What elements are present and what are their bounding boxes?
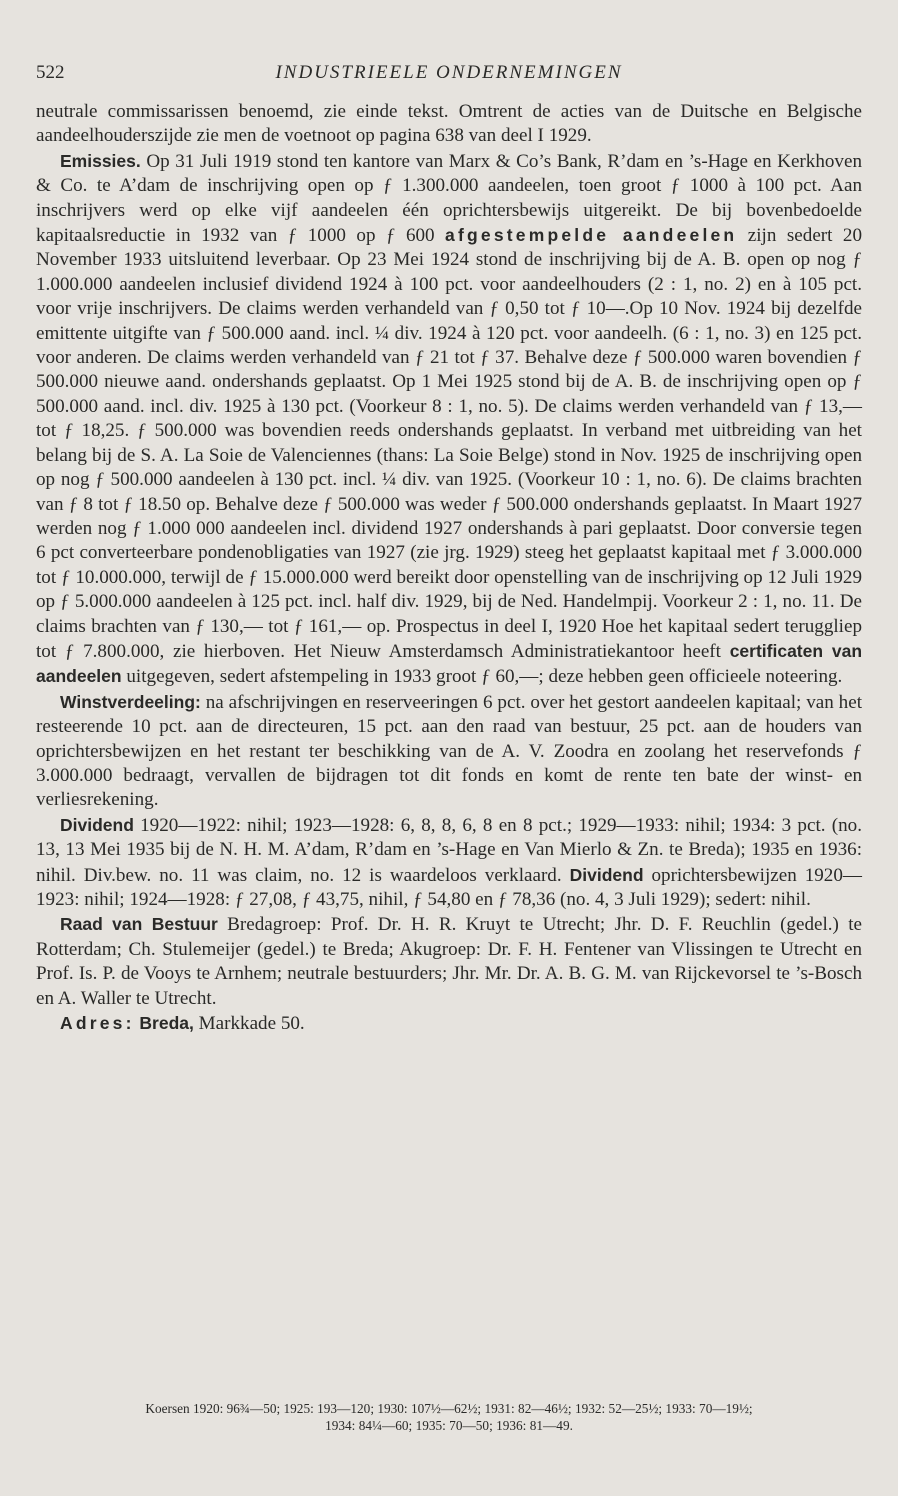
koersen-line-2: 1934: 84¼—60; 1935: 70—50; 1936: 81—49.: [325, 1418, 573, 1433]
afgestempelde-aandeelen-term: afgestempelde aandeelen: [445, 225, 738, 246]
emissies-paragraph: [36, 149, 862, 690]
emissies-text-3: uitgegeven, sedert afstempeling in 1933 groot ƒ 60,—; deze hebben geen officieele noteering.: [121, 666, 843, 688]
emissies-text-1: Op 31 Juli 1919 stond ten kantore van Marx & Co’s Bank, R’dam en ’s-Hage en Kerkhoven & Co. te A’dam de inschrijving open op ƒ 1.300.000 aandeelen, toen groot ƒ 1000 à 100 pct. Aan inschrijvers werd op elke vijf aandeelen één oprichtersbewijs uitgereikt. De bij bovenbedoelde kapitaalsreductie in 1932 van ƒ 1000 op ƒ 600: [36, 150, 862, 247]
raad-van-bestuur-heading: Raad van Bestuur: [60, 914, 218, 935]
koersen-line-1: Koersen 1920: 96¾—50; 1925: 193—120; 1930: 107½—62½; 1931: 82—46½; 1932: 52—25½; 1933: 70—19½;: [145, 1401, 753, 1416]
body-text: [36, 100, 862, 1036]
adres-street: Markkade 50.: [193, 1013, 305, 1035]
running-title: INDUSTRIEELE ONDERNEMINGEN: [275, 62, 623, 83]
dividend-heading: Dividend: [60, 814, 134, 835]
page-header: [36, 62, 862, 88]
winstverdeeling-heading: Winstverdeeling:: [60, 691, 201, 712]
page-number: 522: [36, 62, 65, 83]
emissies-heading: Emissies.: [60, 150, 141, 171]
winstverdeeling-paragraph: [36, 690, 862, 813]
intro-text: neutrale commissarissen benoemd, zie einde tekst. Omtrent de acties van de Duitsche en Belgische aandeelhouderszijde zie men de voetnoot op pagina 638 van deel I 1929.: [36, 101, 862, 147]
emissies-text-2: zijn sedert 20 November 1933 uitsluitend leverbaar. Op 23 Mei 1924 stond de inschrijving bij de A. B. open op nog ƒ 1.000.000 aandeelen inclusief dividend 1924 à 100 pct. voor aandeelhouders (2 : 1, no. 2) en à 105 pct. voor vrije inschrijvers. De claims werden verhandeld van ƒ 0,50 tot ƒ 10—.Op 10 Nov. 1924 bij dezelfde emittente uitgifte van ƒ 500.000 aand. incl. ¼ div. 1924 à 120 pct. voor aandeelh. (6 : 1, no. 3) en 125 pct. voor anderen. De claims werden verhandeld van ƒ 21 tot ƒ 37. Behalve deze ƒ 500.000 waren bovendien ƒ 500.000 nieuwe aand. ondershands geplaatst. Op 1 Mei 1925 stond bij de A. B. de inschrijving open op ƒ 500.000 aand. incl. div. 1925 à 130 pct. (Voorkeur 8 : 1, no. 5). De claims werden verhandeld van ƒ 13,— tot ƒ 18,25. ƒ 500.000 was bovendien reeds ondershands geplaatst. In verband met uitbreiding van het belang bij de S. A. La Soie de Valenciennes (thans: La Soie Belge) stond in Nov. 1925 de inschrijving open op nog ƒ 500.000 aandeelen à 130 pct. incl. ¼ div. van 1925. (Voorkeur 10 : 1, no. 6). De claims brachten van ƒ 8 tot ƒ 18.50 op. Behalve deze ƒ 500.000 was weder ƒ 500.000 ondershands geplaatst. In Maart 1927 werden nog ƒ 1.000 000 aandeelen incl. dividend 1927 ondershands à pari geplaatst. Door conversie tegen 6 pct converteerbare pondenobligaties van 1927 (zie jrg. 1929) steeg het geplaatst kapitaal met ƒ 3.000.000 tot ƒ 10.000.000, terwijl de ƒ 15.000.000 werd bereikt door openstelling van de inschrijving op 12 Juli 1929 op ƒ 5.000.000 aandeelen à 125 pct. incl. half div. 1929, bij de Ned. Handelmpij. Voorkeur 2 : 1, no. 11. De claims brachten van ƒ 130,— tot ƒ 161,— op. Prospectus in deel I, 1920 Hoe het kapitaal sedert teruggliep tot ƒ 7.800.000, zie hierboven. Het Nieuw Amsterdamsch Administratiekantoor heeft: [36, 225, 862, 662]
adres-heading: Adres:: [60, 1013, 135, 1034]
winstverdeeling-text: na afschrijvingen en reserveeringen 6 pct. over het gestort aandeelen kapitaal; van het resteerende 10 pct. aan de directeuren, 15 pct. aan den raad van bestuur, 25 pct. aan de houders van oprichtersbewijzen en het restant ter beschikking van de A. V. Zoodra en zoolang het reservefonds ƒ 3.000.000 bedraagt, vervallen de bijdragen tot dit fonds en komt de rente ten bate der winst- en verliesrekening.: [36, 691, 862, 811]
dividend-paragraph: [36, 813, 862, 913]
raad-van-bestuur-text: Bredagroep: Prof. Dr. H. R. Kruyt te Utrecht; Jhr. D. F. Reuchlin (gedel.) te Rotterdam; Ch. Stulemeijer (gedel.) te Breda; Akugroep: Dr. F. H. Fentener van Vlissingen te Utrecht en Prof. Is. P. de Vooys te Arnhem; neutrale bestuurders; Jhr. Mr. Dr. A. B. G. M. van Rijckevorsel te ’s-Bosch en A. Waller te Utrecht.: [36, 914, 862, 1009]
koersen-footnote: [36, 1400, 862, 1434]
dividend-oprichters-text: oprichtersbewijzen 1920—1923: nihil; 1924—1928: ƒ 27,08, ƒ 43,75, nihil, ƒ 54,80 en ƒ 78,36 (no. 4, 3 Juli 1929); sedert: nihil.: [36, 864, 862, 910]
raad-van-bestuur-paragraph: [36, 912, 862, 1011]
adres-city: Breda,: [139, 1013, 194, 1034]
dividend-text: 1920—1922: nihil; 1923—1928: 6, 8, 8, 6, 8 en 8 pct.; 1929—1933: nihil; 1934: 3 pct. (no. 13, 13 Mei 1935 bij de N. H. M. A’dam, R’dam en ’s-Hage en Van Mierlo & Zn. te Breda); 1935 en 1936: nihil. Div.bew. no. 11 was claim, no. 12 is waardeloos verklaard.: [36, 814, 862, 886]
dividend-oprichters-heading: Dividend: [569, 864, 644, 885]
intro-paragraph: [36, 100, 862, 149]
certificaten-term: certificaten van aandeelen: [36, 640, 863, 687]
adres-paragraph: [36, 1011, 862, 1036]
